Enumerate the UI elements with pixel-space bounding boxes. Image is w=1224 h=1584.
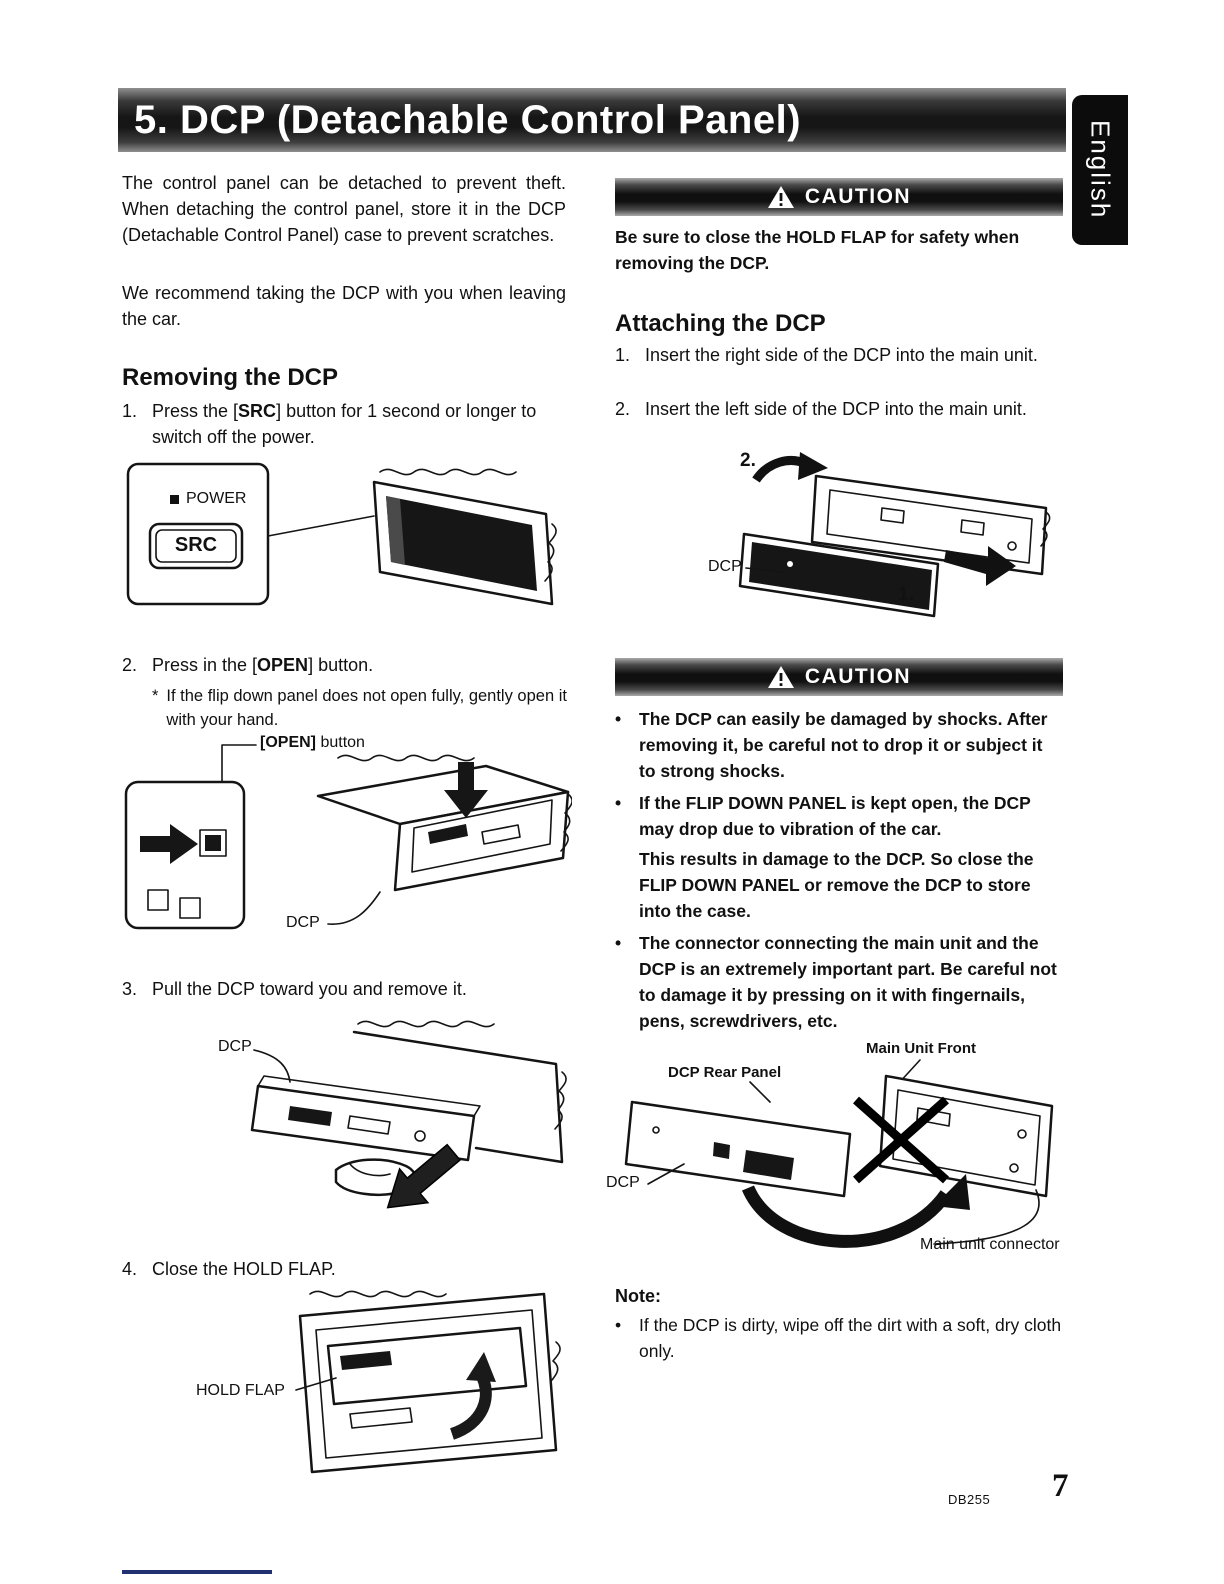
main-unit-front-callout: Main Unit Front xyxy=(866,1040,976,1057)
note-bullet xyxy=(615,1312,1063,1364)
power-indicator-label xyxy=(170,490,246,508)
figure-attach-dcp xyxy=(640,446,1065,641)
bullet-marker: • xyxy=(615,709,622,729)
dcp-screw xyxy=(787,561,793,567)
chassis-wavy-line xyxy=(380,469,516,474)
dcp-callout: DCP xyxy=(286,914,320,931)
open-button-face xyxy=(205,835,221,851)
open-button-illustration xyxy=(122,732,572,962)
bullet-text: The connector connecting the main unit and the DCP is an extremely important part. Be careful not to damage it by pressing on it with fingernails, pens, screwdrivers, etc. xyxy=(639,933,1057,1031)
figure-src-power xyxy=(122,452,567,652)
step-text: Insert the right side of the DCP into the main unit. xyxy=(645,345,1038,365)
language-tab xyxy=(1072,95,1128,245)
removing-step-4 xyxy=(122,1256,570,1282)
step-text-post: ] button for 1 second or longer to switch off the power. xyxy=(152,401,537,447)
asterisk-mark: * xyxy=(152,687,159,705)
note-heading: Note: xyxy=(615,1286,661,1306)
power-indicator-square xyxy=(170,495,179,504)
attaching-step-2 xyxy=(615,396,1063,422)
step-text-key: SRC xyxy=(238,401,277,421)
chassis-wavy-line xyxy=(338,755,474,760)
main-unit-connector-callout: Main unit connector xyxy=(920,1236,1060,1253)
step-text: Insert the left side of the DCP into the main unit. xyxy=(645,399,1027,419)
caution-bullet-2 xyxy=(615,790,1063,842)
removing-step-3 xyxy=(122,976,570,1002)
bullet-text: The DCP can easily be damaged by shocks. After removing it, be careful not to drop it or subject it to strong shocks. xyxy=(639,709,1048,781)
bullet-text: If the FLIP DOWN PANEL is kept open, the DCP may drop due to vibration of the car. xyxy=(639,793,1031,839)
step-number: 3. xyxy=(122,979,138,999)
figure-connector-warning xyxy=(598,1038,1073,1278)
dcp-callout: DCP xyxy=(708,558,742,575)
dcp-rear-panel-leader xyxy=(750,1082,770,1102)
callout-leader-line xyxy=(268,516,374,536)
open-button-callout xyxy=(260,734,365,752)
attaching-heading: Attaching the DCP xyxy=(615,310,826,337)
attach-order-2: 2. xyxy=(740,450,756,471)
attaching-step-1 xyxy=(615,342,1063,368)
figure-open-button xyxy=(122,732,572,962)
figure-pull-dcp xyxy=(140,1008,580,1248)
open-label-leader xyxy=(222,745,256,782)
step-text-post: ] button. xyxy=(308,655,374,675)
removing-step-2 xyxy=(122,652,570,678)
page-title: 5. DCP (Detachable Control Panel) xyxy=(134,97,802,142)
attach-order-1: 1. xyxy=(898,584,914,605)
step-text: Pull the DCP toward you and remove it. xyxy=(152,979,467,999)
step-number: 1. xyxy=(122,401,138,421)
removing-heading: Removing the DCP xyxy=(122,364,339,391)
step-text-pre: Press the [ xyxy=(152,401,239,421)
caution-bullet-1 xyxy=(615,706,1063,784)
pull-dcp-illustration xyxy=(140,1008,580,1248)
step-text xyxy=(152,398,570,450)
caution-1-text: Be sure to close the HOLD FLAP for safety when removing the DCP. xyxy=(615,227,1020,273)
intro-paragraph-1: The control panel can be detached to prevent theft. When detaching the control panel, store it in the DCP (Detachable Control Panel) case to prevent scratches. xyxy=(122,173,566,245)
step-text xyxy=(152,652,373,678)
chassis-wavy-line xyxy=(310,1291,446,1296)
open-callout-rest: button xyxy=(316,734,365,751)
caution-banner-1 xyxy=(615,178,1063,216)
dcp-label-leader xyxy=(328,892,380,924)
intro-paragraph-2: We recommend taking the DCP with you when leaving the car. xyxy=(122,283,566,329)
page-title-banner xyxy=(118,88,1066,152)
caution-title: CAUTION xyxy=(804,185,912,208)
note-text: If the DCP is dirty, wipe off the dirt with a soft, dry cloth only. xyxy=(639,1315,1062,1361)
src-button-label: SRC xyxy=(174,534,218,556)
attach-dcp-illustration xyxy=(640,446,1065,641)
open-callout-bold: [OPEN] xyxy=(260,734,316,751)
step-2-note xyxy=(152,684,570,732)
caution-bullet-3 xyxy=(615,930,1063,1034)
bullet-marker: • xyxy=(615,1315,622,1335)
cable-squiggle xyxy=(552,1342,560,1380)
warning-icon xyxy=(767,185,795,209)
figure-hold-flap xyxy=(140,1282,580,1527)
footer-model-number: DB255 xyxy=(948,1492,991,1507)
step-number: 4. xyxy=(122,1259,138,1279)
hold-flap-illustration xyxy=(140,1282,580,1527)
caution-banner-2 xyxy=(615,658,1063,696)
caution-title: CAUTION xyxy=(804,665,912,688)
note-text: If the flip down panel does not open fully, gently open it with your hand. xyxy=(166,687,567,729)
dcp-rear-panel-callout: DCP Rear Panel xyxy=(668,1064,782,1081)
caution-bullet-2-continued: This results in damage to the DCP. So close the FLIP DOWN PANEL or remove the DCP to store into the case. xyxy=(639,849,1034,921)
bullet-marker: • xyxy=(615,933,622,953)
footer-page-number: 7 xyxy=(1052,1468,1069,1504)
step-text-key: OPEN xyxy=(257,655,309,675)
language-tab-label: English xyxy=(1085,120,1116,220)
bottom-rule xyxy=(122,1570,272,1574)
power-label-text: POWER xyxy=(186,490,247,507)
dcp-rear-panel-shape xyxy=(626,1102,850,1196)
hold-flap-callout: HOLD FLAP xyxy=(196,1382,285,1399)
wrong-motion-arrow xyxy=(748,1188,946,1241)
warning-icon xyxy=(767,665,795,689)
step-number: 1. xyxy=(615,345,631,365)
step-text-pre: Press in the [ xyxy=(152,655,258,675)
dcp-rear-detail xyxy=(713,1142,730,1159)
bullet-marker: • xyxy=(615,793,622,813)
step-text: Close the HOLD FLAP. xyxy=(152,1259,336,1279)
dcp-callout: DCP xyxy=(218,1038,252,1055)
chassis-wavy-line xyxy=(358,1021,494,1026)
step-number: 2. xyxy=(122,655,138,675)
removing-step-1 xyxy=(122,398,570,450)
dcp-panel xyxy=(252,1086,474,1160)
dcp-callout: DCP xyxy=(606,1174,640,1191)
step-number: 2. xyxy=(615,399,631,419)
